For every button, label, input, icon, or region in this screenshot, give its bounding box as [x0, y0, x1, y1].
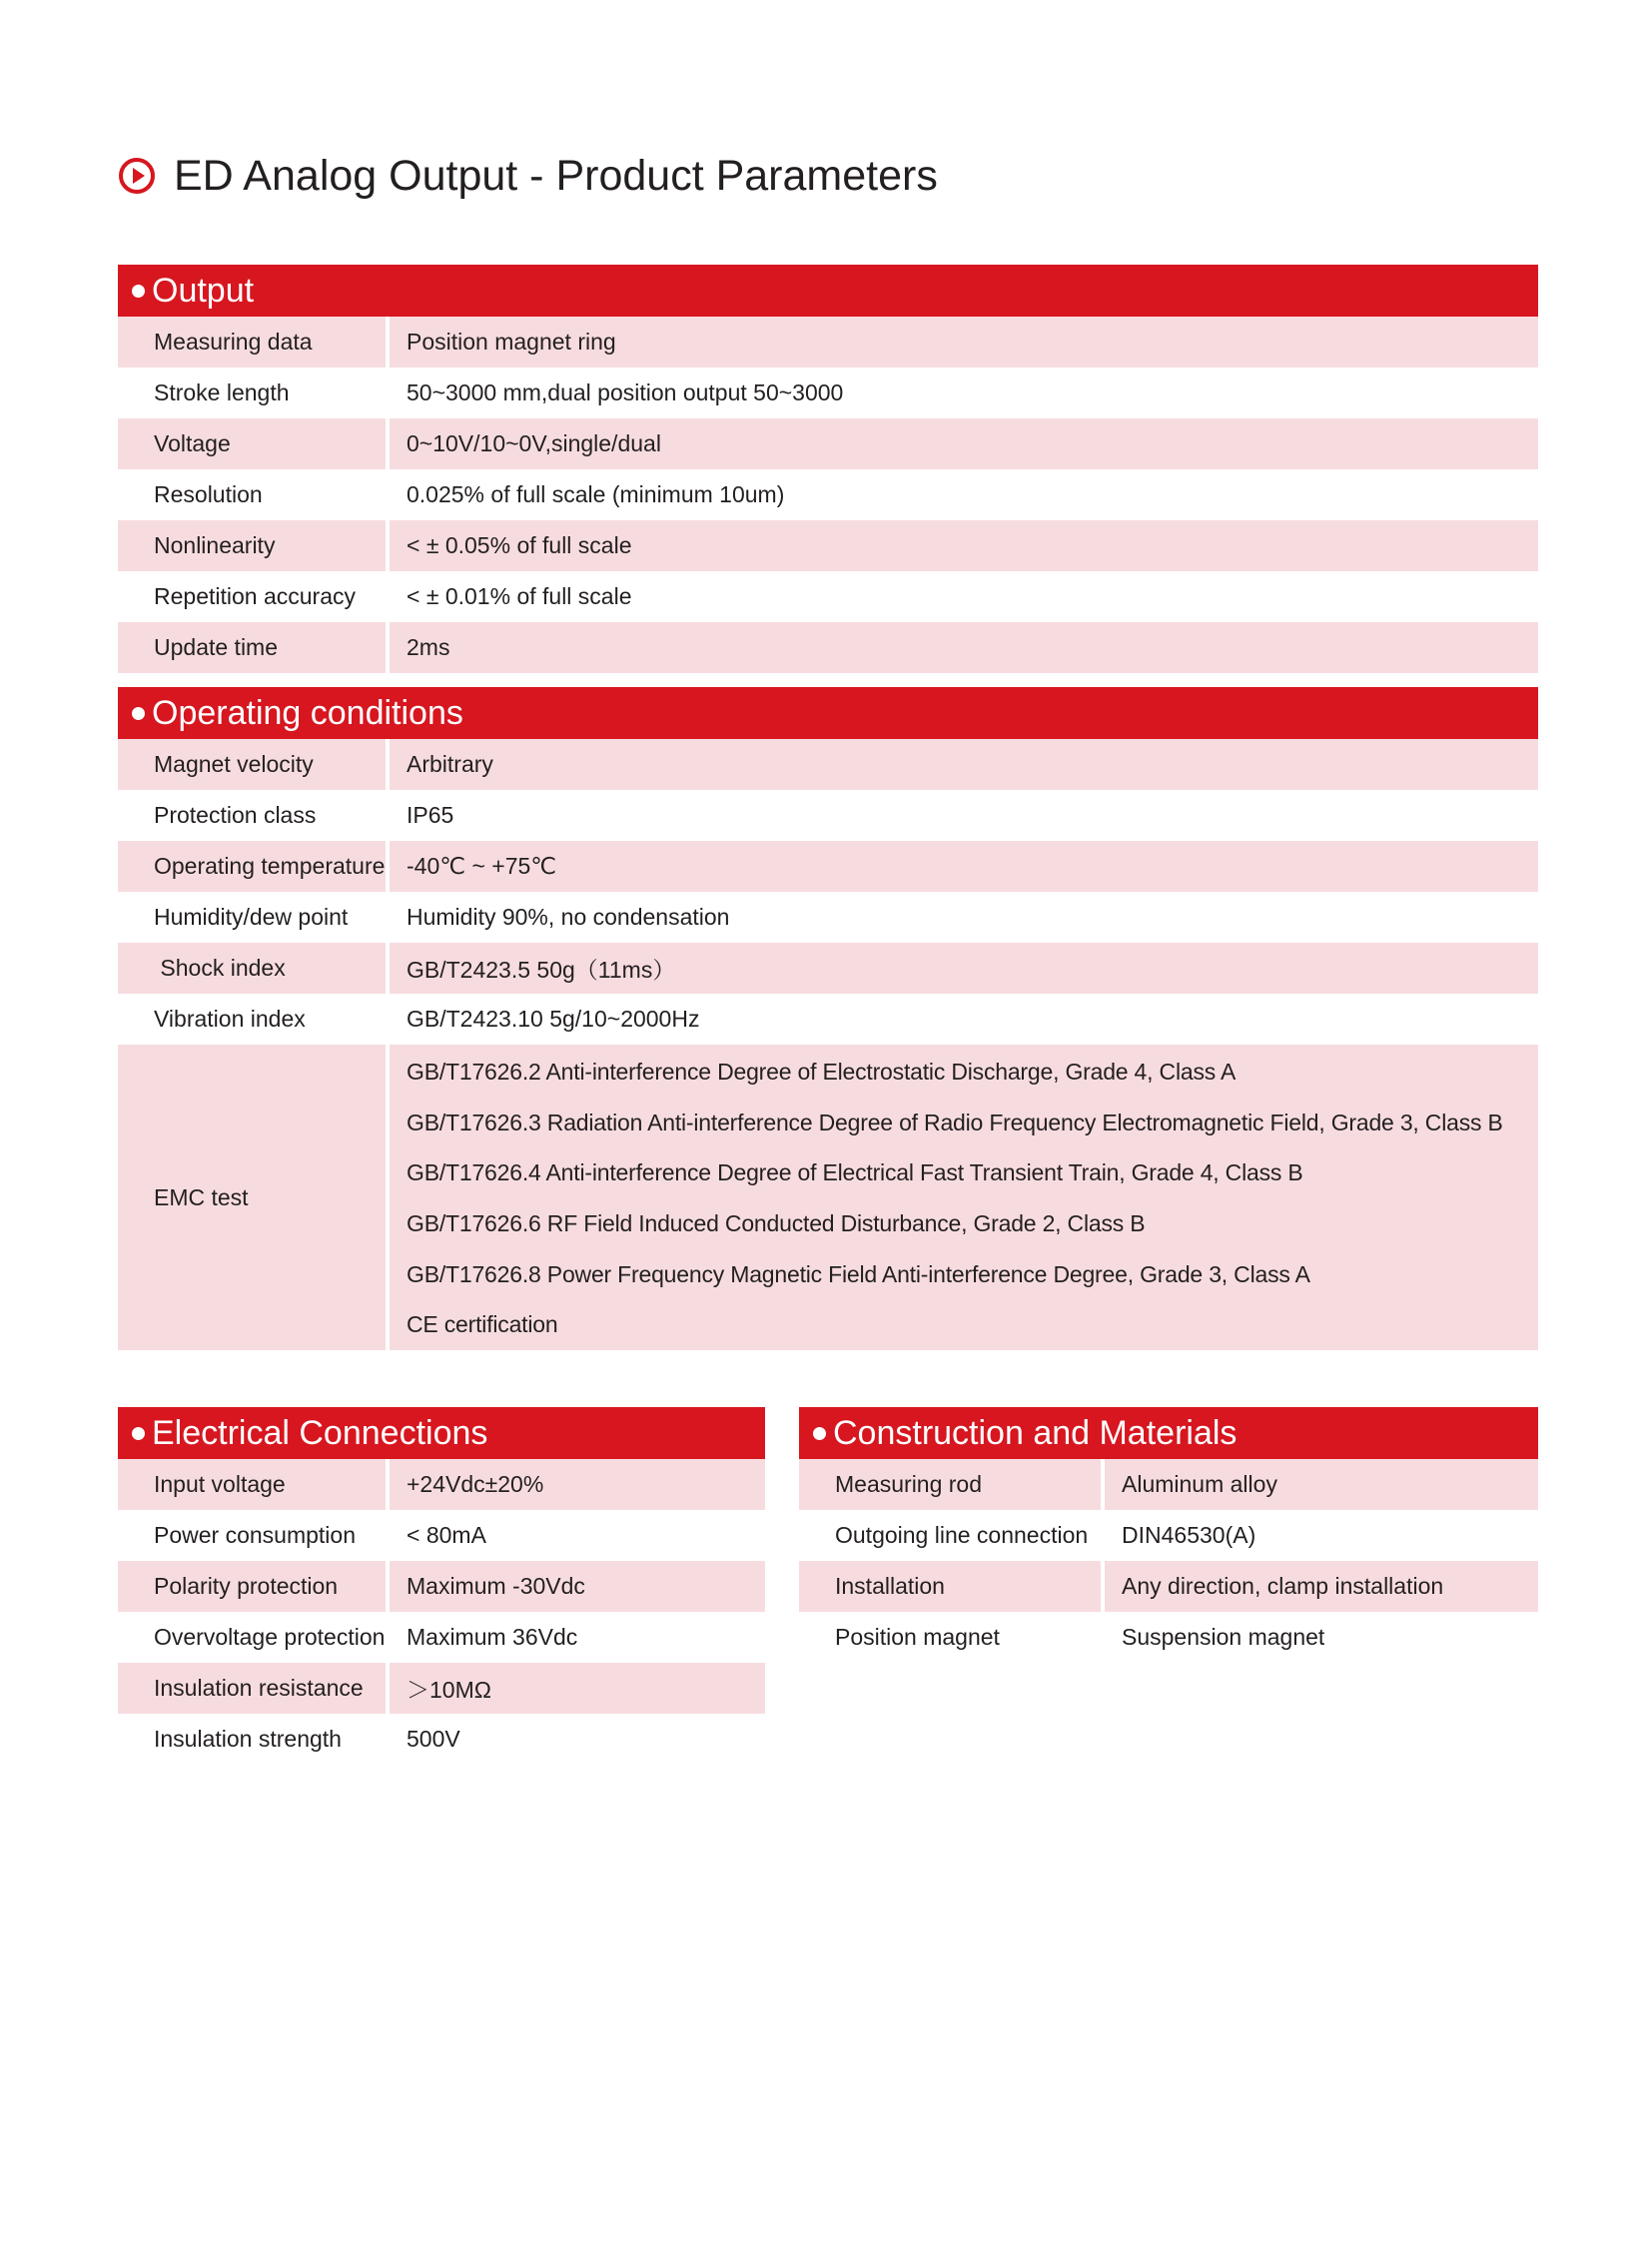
electrical-section-header — [118, 1407, 765, 1459]
table-row — [118, 841, 1538, 892]
param-label: Measuring data — [118, 317, 390, 368]
table-row — [118, 469, 1538, 520]
output-section — [118, 265, 1538, 673]
table-row — [118, 520, 1538, 571]
param-value: 0~10V/10~0V,single/dual — [407, 430, 661, 456]
param-label: Polarity protection — [118, 1561, 390, 1612]
param-label: Overvoltage protection — [154, 1624, 386, 1650]
param-value: Aluminum alloy — [1122, 1471, 1277, 1497]
table-row — [118, 1714, 765, 1765]
bullet-icon — [132, 1427, 145, 1440]
construction-section-title: Construction and Materials — [833, 1413, 1238, 1452]
table-row — [118, 1561, 765, 1612]
param-value: < 80mA — [407, 1522, 486, 1548]
param-label: Insulation strength — [154, 1726, 342, 1752]
table-row — [799, 1612, 1538, 1663]
table-row — [118, 994, 1538, 1045]
param-label: Nonlinearity — [118, 520, 390, 571]
param-label: Power consumption — [154, 1522, 356, 1548]
output-section-header — [118, 265, 1538, 317]
emc-test-item: GB/T17626.4 Anti-interference Degree of Electrical Fast Transient Train, Grade 4, Class B — [407, 1159, 1303, 1186]
param-label: Resolution — [154, 481, 263, 507]
param-value: GB/T2423.10 5g/10~2000Hz — [407, 1006, 700, 1032]
electrical-section — [118, 1407, 765, 1765]
operating-section-header — [118, 687, 1538, 739]
param-label: Outgoing line connection — [835, 1522, 1089, 1548]
param-label: Voltage — [118, 418, 390, 469]
output-section-title: Output — [152, 271, 255, 310]
param-label: EMC test — [118, 1045, 390, 1350]
table-row — [118, 892, 1538, 943]
table-row — [118, 739, 1538, 790]
param-label: Operating temperature — [118, 841, 390, 892]
param-value: GB/T2423.5 50g（11ms） — [407, 957, 676, 983]
emc-test-item: GB/T17626.6 RF Field Induced Conducted Disturbance, Grade 2, Class B — [407, 1209, 1146, 1236]
param-value: < ± 0.01% of full scale — [407, 583, 632, 609]
emc-test-row — [118, 1045, 1538, 1350]
param-value: Maximum -30Vdc — [407, 1573, 585, 1599]
bullet-icon — [813, 1427, 826, 1440]
param-label: Vibration index — [154, 1006, 306, 1032]
construction-section-header — [799, 1407, 1538, 1459]
param-label: Installation — [799, 1561, 1105, 1612]
table-row — [118, 1612, 765, 1663]
param-value: Any direction, clamp installation — [1122, 1573, 1444, 1599]
emc-test-list — [390, 1045, 1503, 1350]
construction-section — [799, 1407, 1538, 1663]
param-value: 0.025% of full scale (minimum 10um) — [407, 481, 785, 507]
page-title-text: ED Analog Output - Product Parameters — [174, 151, 938, 200]
emc-test-item: GB/T17626.3 Radiation Anti-interference Degree of Radio Frequency Electromagnetic Field, Grade 3, Class B — [407, 1109, 1503, 1135]
param-label: Position magnet — [835, 1624, 1000, 1650]
table-row — [799, 1510, 1538, 1561]
param-label: Input voltage — [118, 1459, 390, 1510]
table-row — [118, 1459, 765, 1510]
page-title — [118, 146, 938, 206]
param-label: Update time — [118, 622, 390, 673]
param-value: 50~3000 mm,dual position output 50~3000 — [407, 379, 844, 405]
operating-section-title: Operating conditions — [152, 693, 463, 732]
param-label: Insulation resistance — [118, 1663, 390, 1714]
table-row — [118, 368, 1538, 418]
emc-test-item: CE certification — [407, 1311, 558, 1338]
param-value: +24Vdc±20% — [407, 1471, 544, 1497]
table-row — [118, 317, 1538, 368]
table-row — [118, 943, 1538, 994]
param-value: Arbitrary — [407, 751, 493, 777]
table-row — [118, 622, 1538, 673]
param-value: Humidity 90%, no condensation — [407, 904, 730, 930]
bullet-icon — [132, 707, 145, 720]
param-value: ＞10MΩ — [407, 1677, 491, 1703]
param-value: Position magnet ring — [407, 329, 616, 355]
param-value: DIN46530(A) — [1122, 1522, 1256, 1548]
table-row — [799, 1561, 1538, 1612]
electrical-section-title: Electrical Connections — [152, 1413, 488, 1452]
emc-test-item: GB/T17626.2 Anti-interference Degree of Electrostatic Discharge, Grade 4, Class A — [407, 1058, 1237, 1085]
table-row — [118, 571, 1538, 622]
param-label: Humidity/dew point — [154, 904, 349, 930]
param-value: -40℃ ~ +75℃ — [407, 853, 557, 879]
param-label: Stroke length — [154, 379, 290, 405]
param-value: Suspension magnet — [1122, 1624, 1325, 1650]
table-row — [118, 790, 1538, 841]
table-row — [118, 1510, 765, 1561]
param-label: Measuring rod — [799, 1459, 1105, 1510]
operating-section — [118, 687, 1538, 1350]
param-label: Repetition accuracy — [154, 583, 356, 609]
param-value: IP65 — [407, 802, 454, 828]
param-value: 2ms — [407, 634, 450, 660]
table-row — [118, 418, 1538, 469]
param-value: 500V — [407, 1726, 460, 1752]
emc-test-item: GB/T17626.8 Power Frequency Magnetic Field Anti-interference Degree, Grade 3, Class A — [407, 1260, 1310, 1287]
param-value: Maximum 36Vdc — [407, 1624, 578, 1650]
bullet-icon — [132, 285, 145, 298]
param-label: Protection class — [154, 802, 317, 828]
param-label: Shock index — [118, 943, 390, 994]
play-circle-icon — [118, 157, 156, 195]
param-value: < ± 0.05% of full scale — [407, 532, 632, 558]
table-row — [118, 1663, 765, 1714]
param-label: Magnet velocity — [118, 739, 390, 790]
table-row — [799, 1459, 1538, 1510]
